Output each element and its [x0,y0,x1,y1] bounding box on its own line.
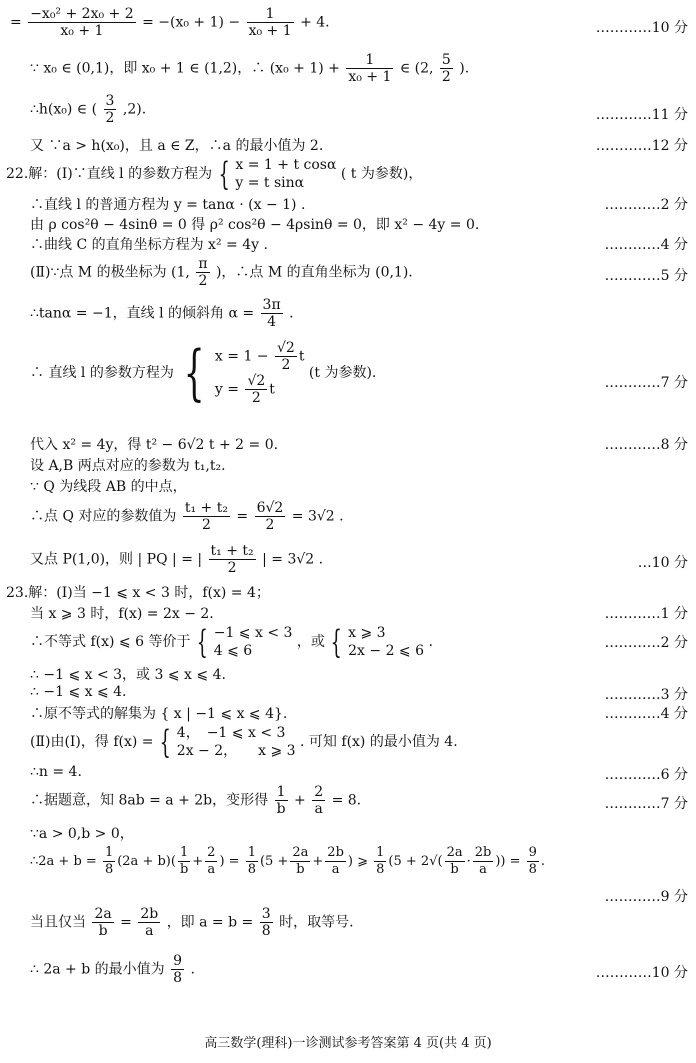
score-marker: …………10 分 [595,965,688,981]
fraction: $\frac{1}{\text{x₀ + 1}}$ [248,6,292,39]
score-marker: …………2 分 [604,197,688,213]
fraction: $\frac{1}{\text{x₀ + 1}}$ [348,52,392,85]
fraction: $\frac{5}{2}$ [441,52,451,85]
score-marker: …………4 分 [604,706,688,722]
left-brace-icon: { [159,723,171,761]
fraction: $\frac{3}{2}$ [105,93,115,126]
score-marker: …………10 分 [595,20,688,36]
fraction: $\frac{\text{−x₀² + 2x₀ + 2}}{\text{x₀ + 1}}$ [30,6,134,39]
fraction: $\frac{2b}{a}$ [327,845,344,877]
fraction: $\frac{3}{8}$ [261,906,271,939]
score-marker: …………11 分 [595,107,688,123]
score-marker: …………5 分 [604,268,688,284]
score-marker: …………9 分 [604,889,688,905]
fraction: $\frac{\text{t₁ + t₂}}{2}$ [184,500,228,533]
fraction: $\frac{1}{8}$ [376,845,385,877]
fraction: $\frac{\text{t₁ + t₂}}{2}$ [210,543,254,576]
fraction: $\frac{√2}{2}$ [277,340,295,373]
score-marker: …………8 分 [604,437,688,453]
left-brace-icon: { [196,623,208,661]
score-marker: …………3 分 [604,687,688,703]
fraction: $\frac{2a}{b}$ [446,845,463,877]
left-brace-icon: { [183,338,205,408]
fraction: $\frac{9}{8}$ [173,953,183,986]
fraction: $\frac{1}{b}$ [276,784,286,817]
score-marker: …………1 分 [604,606,688,622]
fraction: $\frac{1}{8}$ [247,845,256,877]
page-footer: 高三数学(理科)一诊测试参考答案第 4 页(共 4 页) [204,1036,492,1051]
fraction: $\frac{2b}{a}$ [474,845,492,877]
equation-system: x = 1 − $\frac{√2}{2}$ t y = $\frac{√2}{2}$ t [214,340,305,406]
fraction: $\frac{2a}{b}$ [94,906,112,939]
fraction: $\frac{1}{8}$ [104,845,114,877]
score-marker: …………4 分 [604,237,688,253]
fraction: $\frac{√2}{2}$ [247,373,266,406]
fraction: $\frac{2a}{b}$ [292,845,309,877]
fraction: $\frac{\pi}{2}$ [198,256,208,289]
fraction: $\frac{6√2}{2}$ [256,500,284,533]
score-marker: …10 分 [637,555,688,571]
score-marker: …………12 分 [595,138,688,154]
left-brace-icon: { [330,623,343,661]
fraction: $\frac{1}{b}$ [179,845,189,877]
score-marker: …………6 分 [604,767,688,783]
fraction: $\frac{9}{8}$ [528,845,537,877]
left-brace-icon: { [218,155,230,193]
equation-system: x = 1 + t cosα y = t sinα [235,157,337,191]
fraction: $\frac{2b}{a}$ [140,906,159,939]
score-marker: …………7 分 [604,796,688,812]
score-marker: …………7 分 [604,375,688,391]
equation-system: −1 ⩽ x < 3 4 ⩽ 6 [213,625,293,659]
score-marker: …………2 分 [604,635,688,651]
equation-system: 4， −1 ⩽ x < 3 2x − 2， x ⩾ 3 [176,725,296,759]
equation-system: x ⩾ 3 2x − 2 ⩽ 6 [348,625,425,659]
fraction: $\frac{2}{a}$ [207,845,216,877]
fraction: $\frac{3\pi}{4}$ [262,297,281,330]
fraction: $\frac{2}{a}$ [314,784,324,817]
